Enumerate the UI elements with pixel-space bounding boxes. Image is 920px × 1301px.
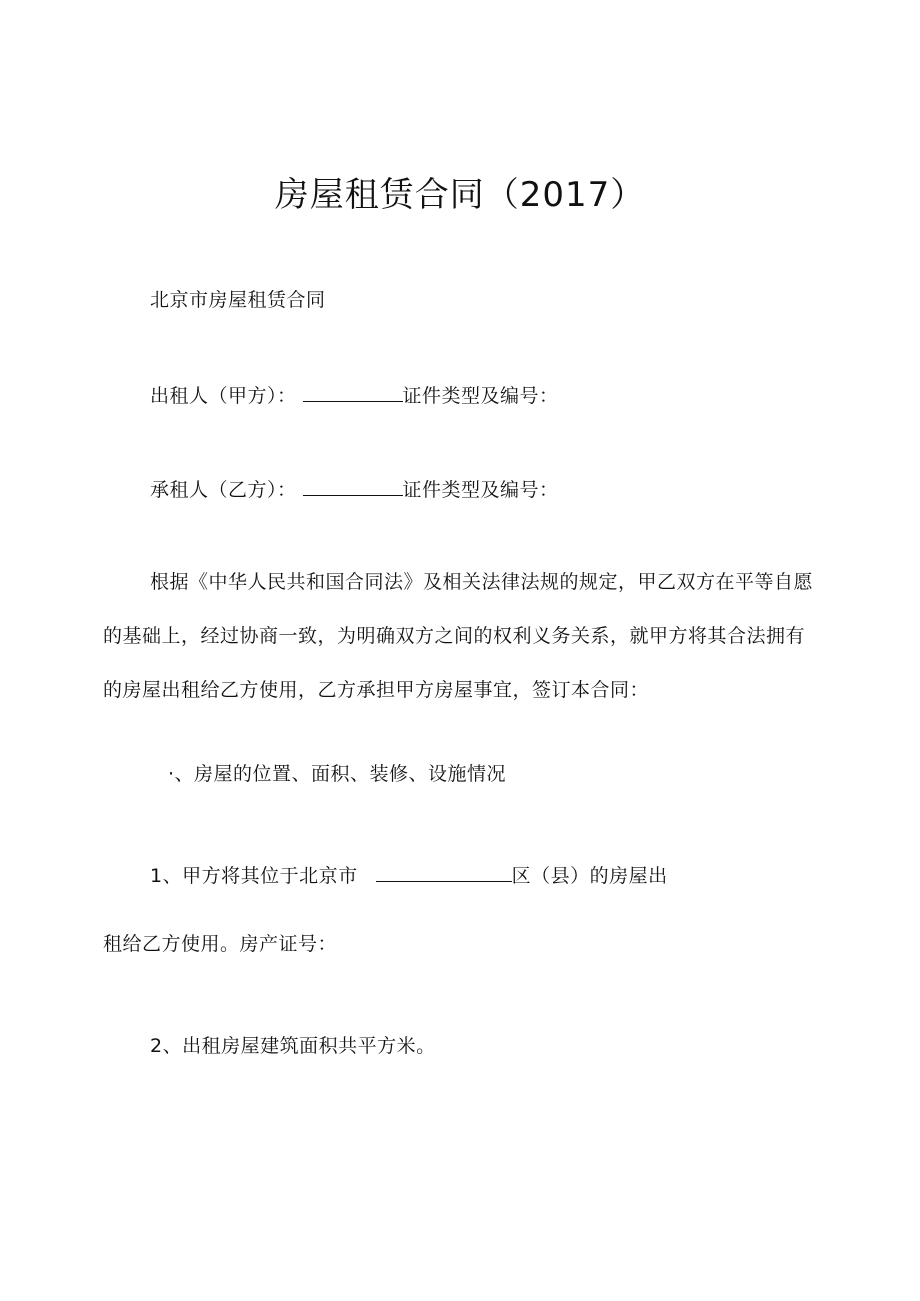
lessor-name-blank — [303, 383, 403, 402]
document-subtitle: 北京市房屋租赁合同 — [150, 289, 326, 311]
lessor-id-label: 证件类型及编号： — [402, 385, 559, 407]
clause-1-prefix: 1、甲方将其位于北京市 — [150, 865, 358, 887]
lessee-id-label: 证件类型及编号： — [402, 479, 559, 501]
clause-1-continuation: 租给乙方使用。房产证号： — [103, 933, 338, 955]
lessee-label: 承租人（乙方）： — [150, 479, 297, 501]
clause-1-line — [150, 863, 668, 888]
district-blank — [376, 863, 512, 882]
section-heading-1: ·、房屋的位置、面积、装修、设施情况 — [168, 763, 507, 785]
lessor-line — [150, 383, 559, 408]
lessor-label: 出租人（甲方）： — [150, 385, 297, 407]
clause-1-suffix: 区（县）的房屋出 — [511, 865, 668, 887]
lessee-line — [150, 477, 559, 502]
clause-2: 2、出租房屋建筑面积共平方米。 — [150, 1035, 436, 1057]
lessee-name-blank — [303, 477, 403, 496]
document-title: 房屋租赁合同（2017） — [274, 175, 646, 215]
preamble-paragraph: 根据《中华人民共和国合同法》及相关法律法规的规定，甲乙双方在平等自愿的基础上，经过协商一致，为明确双方之间的权利义务关系，就甲方将其合法拥有的房屋出租给乙方使用，乙方承担甲方房屋事宜，签订本合同： — [103, 571, 814, 701]
